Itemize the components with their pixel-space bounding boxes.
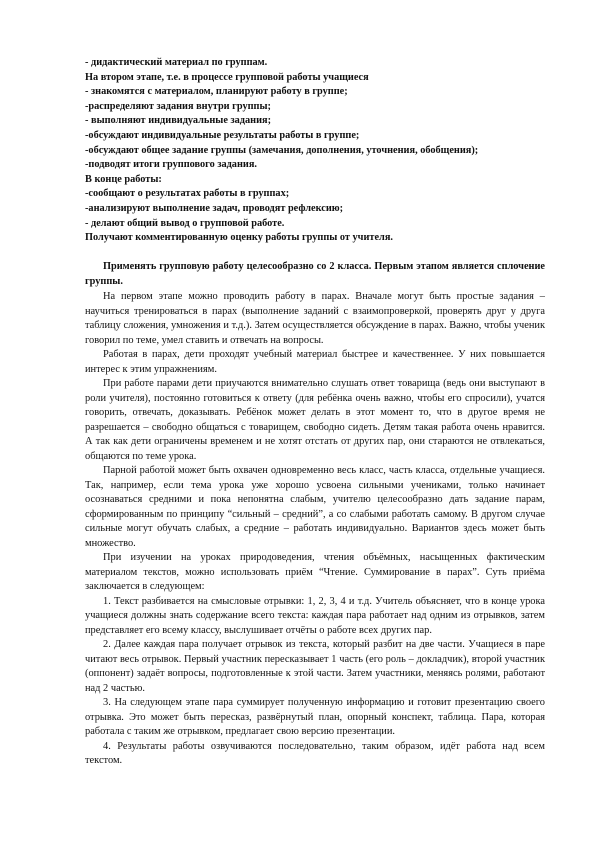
- paragraph: 1. Текст разбивается на смысловые отрывки: 1, 2, 3, 4 и т.д. Учитель объясняет, что в конце урока учащиеся должны знать содержание всего текста: каждая пара работает над одним из отрывков, затем представляет его всему классу, выслушивает отчёты о работе всех других пар.: [85, 595, 545, 636]
- paragraph: Работая в парах, дети проходят учебный материал быстрее и качественнее. У них повышается интерес к этим упражнениям.: [85, 349, 545, 375]
- list-line: На втором этапе, т.е. в процессе групповой работы учащиеся: [85, 71, 369, 83]
- paragraph: Парной работой может быть охвачен одновременно весь класс, часть класса, отдельные учащиеся. Так, например, если тема урока уже хорошо усвоена сильными учениками, только начинает осознаваться средними и пока непонятна слабым, учителю целесообразно дать задание парам, сформированным по принципу “сильный – средний”, а со слабыми работать самому. В другом случае сильные могут обучать слабых, а средние – работать индивидуально. Вариантов здесь может быть множество.: [85, 465, 545, 549]
- list-line: -обсуждают общее задание группы (замечания, дополнения, уточнения, обобщения);: [85, 144, 479, 156]
- paragraph: 2. Далее каждая пара получает отрывок из текста, который разбит на две части. Учащиеся в паре читают весь отрывок. Первый участник пересказывает 1 часть (его роль – докладчик), второй участник (оппонент) задаёт вопросы, подготовленные к этой части. Затем участники, меняясь ролями, работают над 2 частью.: [85, 639, 545, 694]
- paragraph: При работе парами дети приучаются внимательно слушать ответ товарища (ведь они выступают в роли учителя), постоянно готовиться к ответу (для ребёнка очень важно, чтобы его спросили), учатся говорить, отвечать, доказывать. Ребёнок может делать в этот момент то, что в другое время не разрешается – свободно общаться с товарищем, свободно сидеть. Детям такая работа очень нравится. А так как дети ограничены временем и не хотят отстать от других пар, они стараются не отвлекаться, общаются по теме урока.: [85, 378, 545, 462]
- list-line: -анализируют выполнение задач, проводят рефлексию;: [85, 202, 344, 214]
- body-text: [85, 290, 545, 769]
- list-line: В конце работы:: [85, 173, 162, 185]
- list-line: - выполняют индивидуальные задания;: [85, 115, 272, 127]
- list-line: Получают комментированную оценку работы группы от учителя.: [85, 232, 393, 244]
- group-work-stages-list: [85, 56, 545, 246]
- paragraph: 3. На следующем этапе пара суммирует полученную информацию и готовит презентацию своего отрывка. Это может быть пересказ, развёрнутый план, опорный конспект, таблица. Пара, которая работала с таким же отрывком, предлагает свою версию презентации.: [85, 697, 545, 737]
- paragraph: 4. Результаты работы озвучиваются последовательно, таким образом, идёт работа над всем текстом.: [85, 740, 545, 766]
- list-line: -обсуждают индивидуальные результаты работы в группе;: [85, 129, 360, 141]
- list-line: - знакомятся с материалом, планируют работу в группе;: [85, 86, 348, 98]
- list-line: -распределяют задания внутри группы;: [85, 100, 271, 112]
- list-line: -сообщают о результатах работы в группах;: [85, 188, 290, 200]
- list-line: - делают общий вывод о групповой работе.: [85, 217, 285, 229]
- intro-paragraph: Применять групповую работу целесообразно со 2 класса. Первым этапом является сплочение группы.: [85, 261, 545, 287]
- paragraph: При изучении на уроках природоведения, чтения объёмных, насыщенных фактическим материалом текстов, можно использовать приём “Чтение. Суммирование в парах”. Суть приёма заключается в следующем:: [85, 552, 545, 592]
- list-line: - дидактический материал по группам.: [85, 57, 268, 68]
- paragraph: На первом этапе можно проводить работу в парах. Вначале могут быть простые задания – научиться тренироваться в парах (выполнение заданий с взаимопроверкой, проверять друг у друга таблицу сложения, умножения и т.д.). Затем осуществляется обсуждение в парах. Важно, чтобы ученик говорил по теме, умел ставить и отвечать на вопросы.: [85, 291, 545, 346]
- list-line: -подводят итоги группового задания.: [85, 159, 257, 171]
